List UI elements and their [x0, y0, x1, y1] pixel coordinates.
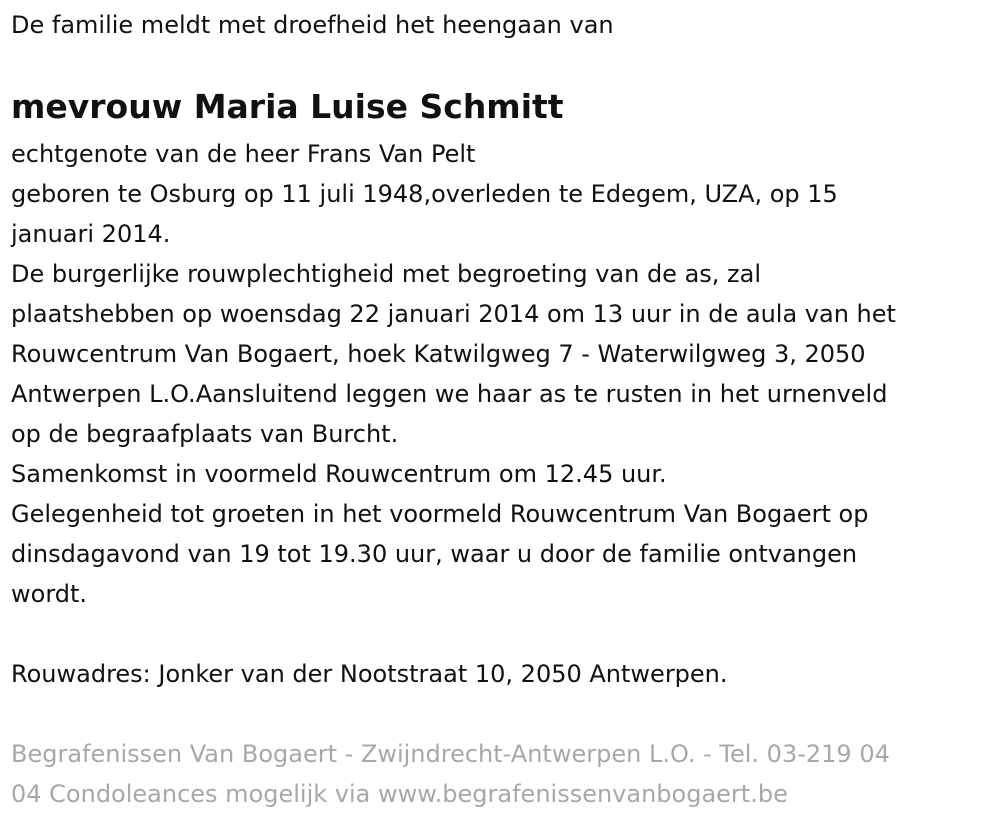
death-date-line: januari 2014.: [11, 220, 171, 248]
deceased-name: mevrouw Maria Luise Schmitt: [11, 87, 564, 126]
urn-field-line: Antwerpen L.O.Aansluitend leggen we haar as te rusten in het urnenveld: [11, 380, 888, 408]
ceremony-line: De burgerlijke rouwplechtigheid met begroeting van de as, zal: [11, 260, 762, 288]
funeral-home-contact: Begrafenissen Van Bogaert - Zwijndrecht-Antwerpen L.O. - Tel. 03-219 04: [11, 740, 890, 768]
birth-death-line: geboren te Osburg op 11 juli 1948,overleden te Edegem, UZA, op 15: [11, 180, 838, 208]
spouse-line: echtgenote van de heer Frans Van Pelt: [11, 140, 476, 168]
notice-intro: De familie meldt met droefheid het heengaan van: [11, 11, 614, 39]
ceremony-date-line: plaatshebben op woensdag 22 januari 2014 om 13 uur in de aula van het: [11, 300, 896, 328]
condolence-link-text: 04 Condoleances mogelijk via www.begrafenissenvanbogaert.be: [11, 780, 788, 808]
visitation-end-line: wordt.: [11, 580, 88, 608]
ceremony-location-line: Rouwcentrum Van Bogaert, hoek Katwilgweg 7 - Waterwilgweg 3, 2050: [11, 340, 866, 368]
cemetery-line: op de begraafplaats van Burcht.: [11, 420, 399, 448]
gathering-line: Samenkomst in voormeld Rouwcentrum om 12.45 uur.: [11, 460, 667, 488]
mourning-address: Rouwadres: Jonker van der Nootstraat 10, 2050 Antwerpen.: [11, 660, 728, 688]
visitation-time-line: dinsdagavond van 19 tot 19.30 uur, waar u door de familie ontvangen: [11, 540, 858, 568]
visitation-line: Gelegenheid tot groeten in het voormeld Rouwcentrum Van Bogaert op: [11, 500, 869, 528]
